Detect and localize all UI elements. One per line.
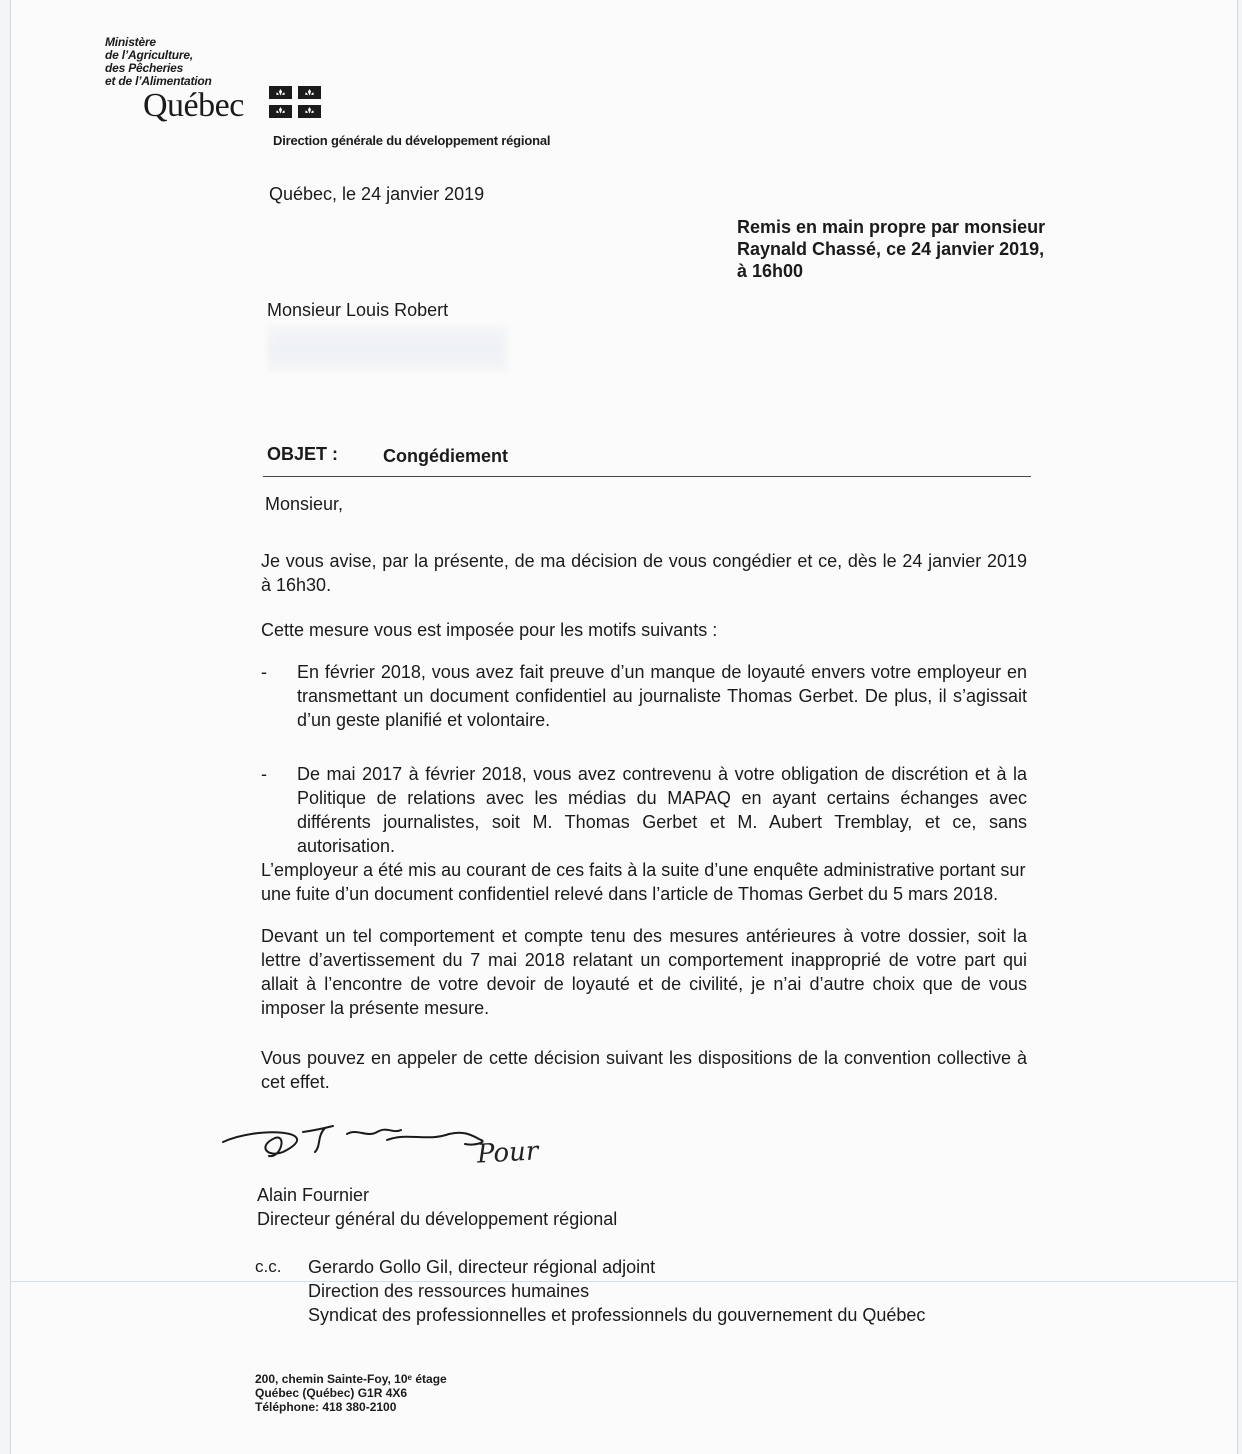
reason-text: De mai 2017 à février 2018, vous avez contrevenu à votre obligation de discrétion et à la Politique de relations avec les médias du MAPAQ en ayant certains échanges avec différents journalistes, soit M. Thomas Gerbet et M. Aubert Tremblay, et ce, sans autorisation.	[297, 764, 1027, 856]
footer-address: 200, chemin Sainte-Foy, 10ᵉ étage Québec (Québec) G1R 4X6 Téléphone: 418 380-2100	[255, 1372, 447, 1414]
paragraph-investigation: L’employeur a été mis au courant de ces faits à la suite d’une enquête administrative portant sur une fuite d’un document confidentiel relevé dans l’article de Thomas Gerbet du 5 mars 2018.	[261, 860, 1026, 904]
delivery-note: Remis en main propre par monsieur Raynald Chassé, ce 24 janvier 2019, à 16h00	[737, 217, 1046, 281]
cc-recipient: Syndicat des professionnelles et professionnels du gouvernement du Québec	[308, 1305, 926, 1325]
subject-divider	[263, 476, 1031, 477]
redacted-address	[267, 326, 507, 372]
quebec-flag-icon	[269, 86, 321, 118]
signer-block	[257, 1183, 617, 1231]
paragraph-appeal: Vous pouvez en appeler de cette décision suivant les dispositions de la convention collective à cet effet.	[261, 1048, 1027, 1092]
cc-recipient: Direction des ressources humaines	[308, 1281, 590, 1301]
letter-page	[10, 0, 1238, 1454]
recipient-name: Monsieur Louis Robert	[267, 300, 449, 320]
cc-list	[308, 1255, 925, 1327]
paragraph-reasons-intro: Cette mesure vous est imposée pour les motifs suivants :	[261, 620, 718, 640]
subject-label: OBJET :	[267, 444, 339, 464]
place-date: Québec, le 24 janvier 2019	[269, 184, 485, 204]
bullet-dash: -	[261, 662, 267, 682]
paragraph-prior-measures: Devant un tel comportement et compte tenu des mesures antérieures à votre dossier, soit la lettre d’avertissement du 7 mai 2018 relatant un comportement inapproprié de votre part qui allait à l’encontre de votre devoir de loyauté et de civilité, je n’ai d’autre choix que de vous imposer la présente mesure.	[261, 926, 1027, 1018]
signer-title: Directeur général du développement régional	[257, 1209, 618, 1229]
paragraph-decision: Je vous avise, par la présente, de ma décision de vous congédier et ce, dès le 24 janvier 2019 à 16h30.	[261, 551, 1027, 595]
bullet-dash: -	[261, 764, 267, 784]
salutation: Monsieur,	[265, 494, 344, 514]
reason-item	[261, 762, 1027, 858]
signer-name: Alain Fournier	[257, 1185, 370, 1205]
ministry-name: Ministère de l’Agriculture, des Pêcheries et de l’Alimentation	[105, 35, 212, 88]
cc-recipient: Gerardo Gollo Gil, directeur régional adjoint	[308, 1257, 656, 1277]
reason-item	[261, 660, 1027, 732]
subject-text: Congédiement	[383, 446, 509, 466]
scan-artifact-line	[11, 1281, 1237, 1282]
quebec-wordmark: Québec	[143, 87, 244, 124]
reason-text: En février 2018, vous avez fait preuve d’un manque de loyauté envers votre employeur en transmettant un document confidentiel au journaliste Thomas Gerbet. De plus, il s’agissait d’un geste planifié et volontaire.	[297, 662, 1027, 730]
cc-label: c.c.	[255, 1257, 282, 1276]
direction-name: Direction générale du développement régional	[273, 133, 551, 148]
signature-pour: Pour	[476, 1136, 540, 1170]
